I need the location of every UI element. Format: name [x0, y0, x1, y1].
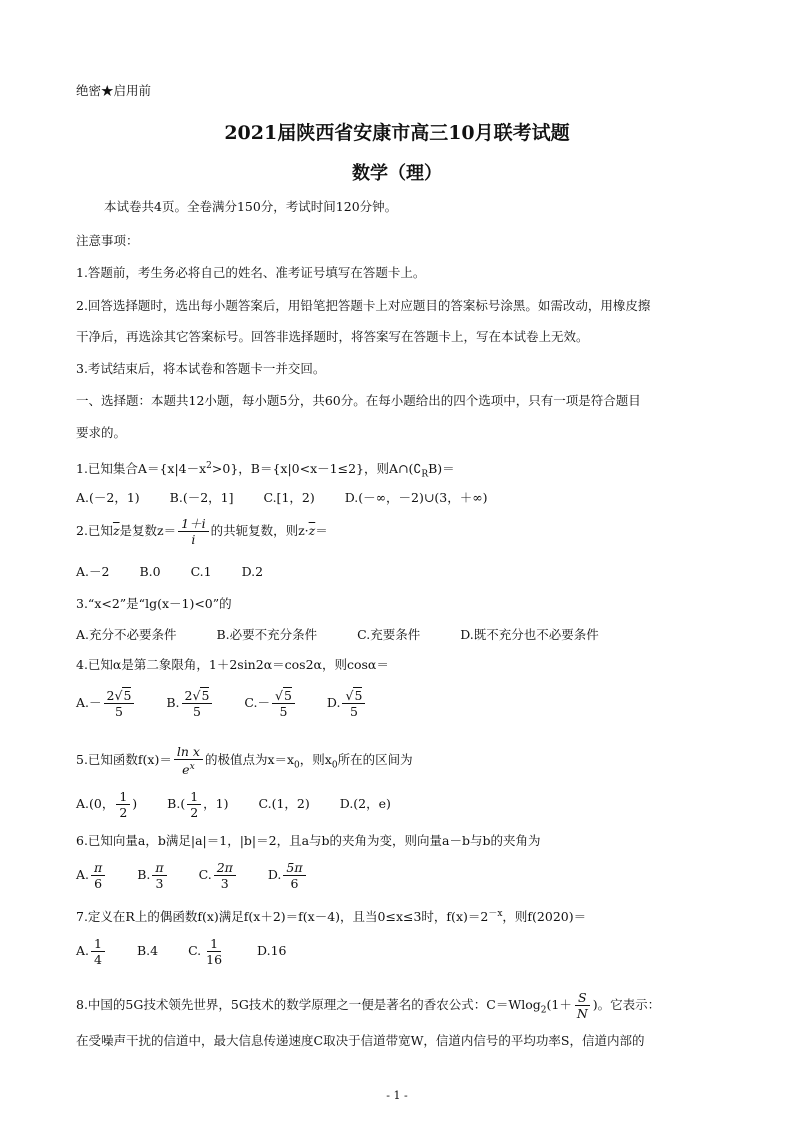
question-5: 5.已知函数f(x)＝ $\frac{\text{ln x}}{e^x}$ 的极值点为$x=x_0$，则$x_0$所在的区间为: [76, 744, 413, 778]
q5-fraction: $\frac{\text{ln x}}{e^x}$: [174, 744, 203, 777]
q3-option-d: D.既不充分也不必要条件: [460, 627, 599, 642]
q1-option-a: A.(－2，1): [76, 490, 140, 505]
question-8-line2: 在受噪声干扰的信道中，最大信息传递速度C取决于信道带宽W，信道内信号的平均功率S，信道内部的: [76, 1033, 645, 1048]
question-4: 4.已知α是第二象限角，1＋2sin2α＝cos2α，则cosα＝: [76, 657, 389, 672]
q1-option-b: B.(－2，1]: [169, 490, 234, 505]
question-3-options: [76, 626, 625, 644]
question-7: 7.定义在R上的偶函数f(x)满足f(x＋2)＝f(x－4)，且当0≤x≤3时，$f(x)=2^{-x}$，则f(2020)＝: [76, 909, 587, 925]
section1-heading-line1: 一、选择题：本题共12小题，每小题5分，共60分。在每小题给出的四个选项中，只有一项是符合题目: [76, 393, 641, 408]
question-4-options: [76, 688, 393, 719]
question-6-options: [76, 860, 334, 891]
q5-option-c: C.(1，2): [258, 796, 310, 811]
q7-option-b: B.4: [136, 943, 159, 958]
q4-option-d: D. $\frac{√5}{5}$: [327, 688, 367, 719]
q2-option-b: B.0: [139, 564, 161, 579]
notes-heading: 注意事项：: [76, 233, 139, 248]
q2-option-c: C.1: [190, 564, 212, 579]
secret-label: 绝密★启用前: [76, 83, 152, 98]
q8-fraction: $\frac{S}{N}$: [576, 990, 588, 1021]
note-1: 1.答题前，考生务必将自己的姓名、准考证号填写在答题卡上。: [76, 265, 426, 280]
note-2-line2: 干净后，再选涂其它答案标号。回答非选择题时，将答案写在答题卡上，写在本试卷上无效。: [76, 329, 589, 344]
q6-option-d: D. $\frac{5\pi}{6}$: [268, 860, 308, 891]
page-number: - 1 -: [386, 1089, 408, 1102]
question-2: 2.已知$\overline{z}$是复数z＝ $\frac{1+i}{i}$ 的共轭复数，则$z\cdot\overline{z}=$: [76, 516, 328, 547]
section1-heading-line2: 要求的。: [76, 425, 127, 440]
q3-option-a: A.充分不必要条件: [76, 627, 177, 642]
q5-option-a: A.(0， $\frac{1}{2}$ ): [76, 789, 138, 820]
q3-option-c: C.充要条件: [357, 627, 421, 642]
q4-option-a: A.－ $\frac{2√5}{5}$: [76, 688, 136, 719]
note-3: 3.考试结束后，将本试卷和答题卡一并交回。: [76, 361, 326, 376]
q2-option-d: D.2: [241, 564, 264, 579]
question-6: 6.已知向量a，b满足|a|＝1，|b|＝2，且a与b的夹角为变，则向量a－b与b的夹角为: [76, 833, 541, 848]
q6-option-b: B. $\frac{\pi}{3}$: [137, 860, 168, 891]
question-1-options: [76, 489, 513, 507]
q5-option-d: D.(2，e): [339, 796, 391, 811]
q4-option-b: B. $\frac{2√5}{5}$: [166, 688, 214, 719]
question-3: 3.“x<2”是“lg(x－1)<0”的: [76, 596, 232, 611]
q1-option-c: C.[1，2): [263, 490, 315, 505]
q2-option-a: A.－2: [76, 564, 110, 579]
question-7-options: [76, 936, 313, 967]
q5-option-b: B.( $\frac{1}{2}$ ，1): [167, 789, 229, 820]
q6-option-c: C. $\frac{2\pi}{3}$: [199, 860, 238, 891]
note-2-line1: 2.回答选择题时，选出每小题答案后，用铅笔把答题卡上对应题目的答案标号涂黑。如需改动，用橡皮擦: [76, 298, 651, 313]
question-2-options: [76, 563, 289, 581]
q6-option-a: A. $\frac{\pi}{6}$: [76, 860, 107, 891]
question-8: 8.中国的5G技术领先世界，5G技术的数学原理之一便是著名的香农公式：C＝Wlog$_2$(1＋ $\frac{S}{N}$ )。它表示：: [76, 990, 661, 1021]
question-5-options: [76, 789, 417, 820]
q7-option-d: D.16: [257, 943, 287, 958]
q3-option-b: B.必要不充分条件: [216, 627, 318, 642]
q2-fraction: $\frac{1+i}{i}$: [178, 516, 208, 547]
q1-option-d: D.(－∞，－2)∪(3，＋∞): [344, 490, 488, 505]
exam-subtitle: 数学（理）: [352, 163, 442, 184]
q7-option-c: C. $\frac{1}{16}$: [188, 936, 223, 967]
exam-intro: 本试卷共4页。全卷满分150分，考试时间120分钟。: [104, 199, 398, 214]
question-1: 1.已知集合$A=\{x|4-x^2>0\}$，B＝{x|0<x－1≤2}，则$A\cap(∁_RB)=$: [76, 461, 455, 480]
exam-title: 2021届陕西省安康市高三10月联考试题: [224, 122, 570, 144]
q7-option-a: A. $\frac{1}{4}$: [76, 936, 107, 967]
q4-option-c: C.－ $\frac{√5}{5}$: [244, 688, 297, 719]
